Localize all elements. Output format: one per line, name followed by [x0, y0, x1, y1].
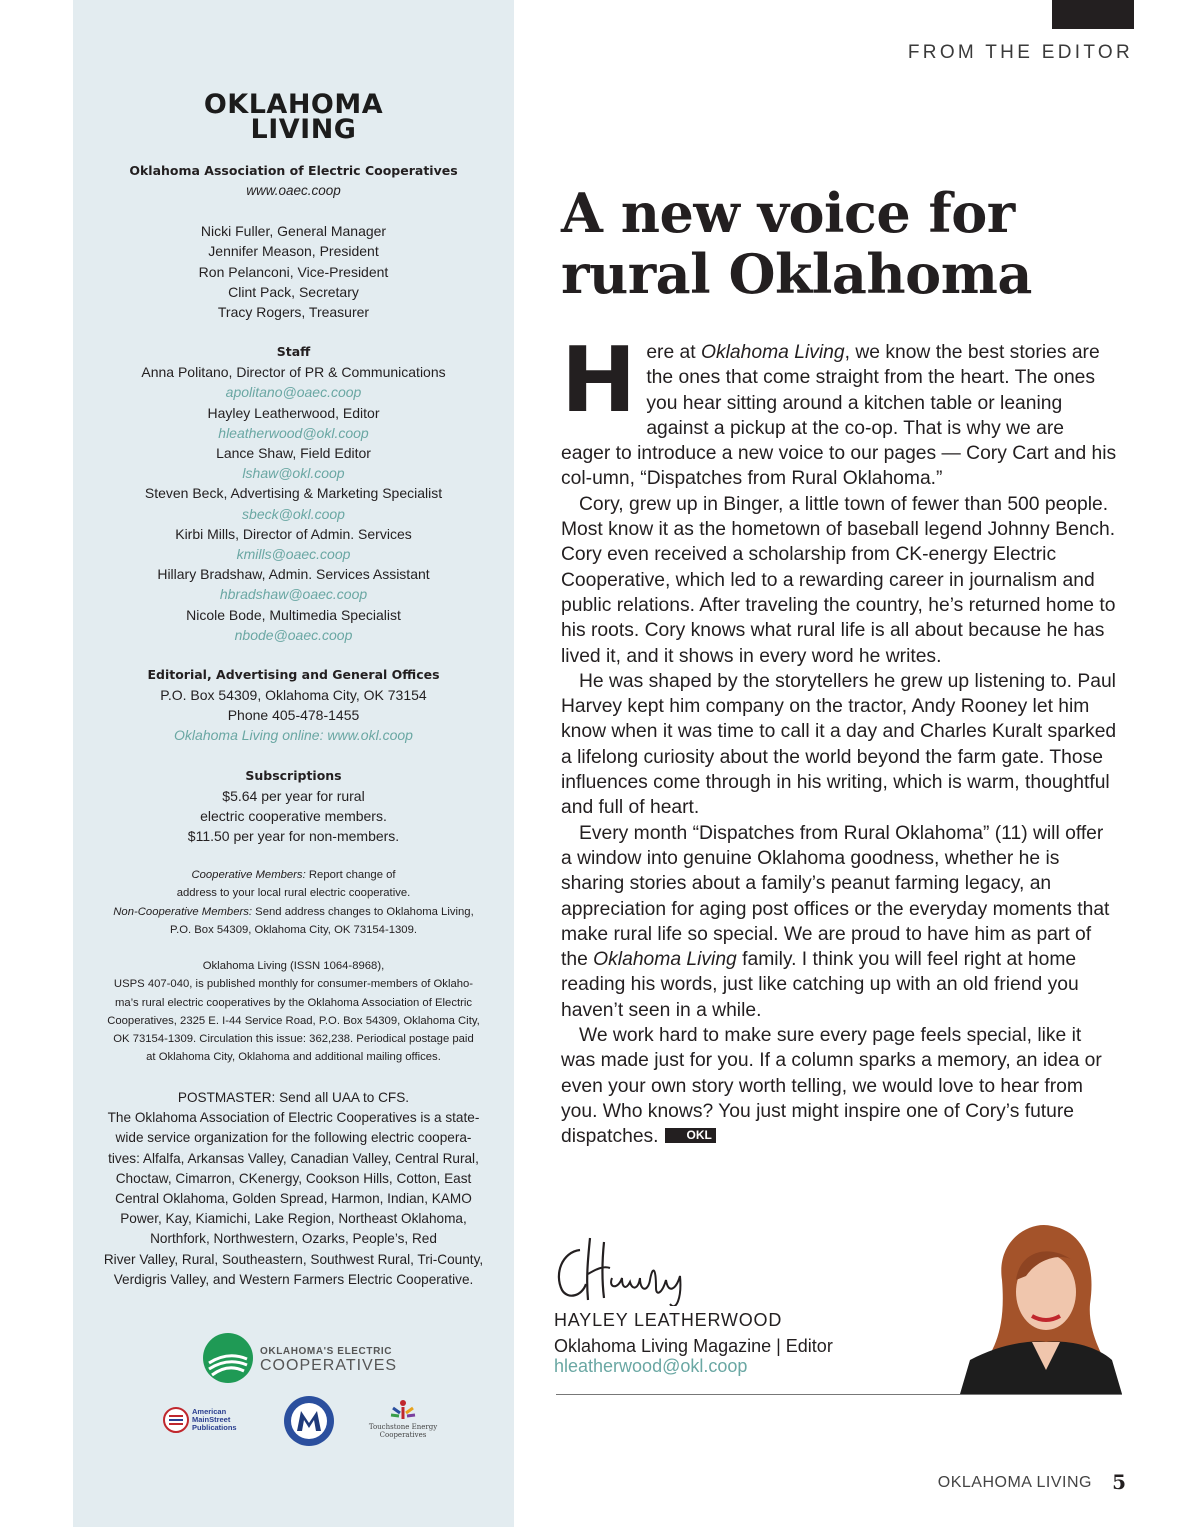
staff-name: Lance Shaw, Field Editor [216, 445, 371, 462]
noncoop-members-text: Send address changes to Oklahoma Living, [255, 905, 474, 918]
postmaster-line: River Valley, Rural, Southeastern, Southwest Rural, Tri-County, [103, 1251, 484, 1267]
noncoop-members-label: Non-Cooperative Members: [113, 905, 253, 918]
media-association-seal-icon [283, 1395, 335, 1447]
affiliation-badges [73, 1395, 514, 1445]
subscriptions-heading: Subscriptions [245, 767, 342, 783]
staff-name: Nicole Bode, Multimedia Specialist [186, 606, 401, 623]
touchstone-figures-icon [383, 1399, 423, 1421]
article-paragraph: Cory, grew up in Binger, a little town of fewer than 500 people. Most know it as the hometown of baseball legend Johnny Bench. Cory even received a scholarship from CK-energy Electric Cooperative, which led to a rewarding career in journalism and public relations. After traveling the country, he’s returned home to his roots. Cory knows what rural life is all about because he has lived it, and it shows in every word he writes. [561, 493, 1116, 667]
officer: Jennifer Meason, President [208, 243, 379, 260]
postmaster-line: Northfork, Northwestern, Ozarks, People’s, Red [150, 1231, 437, 1247]
footer-magazine-name: OKLAHOMA LIVING [937, 1474, 1092, 1491]
paragraph-text: We work hard to make sure every page feels special, like it was made just for you. If a column sparks a memory, an idea or even your own story worth telling, we would love to hear from you. Who knows? You just might inspire one of Cory’s future dispatches. [561, 1025, 1102, 1148]
signature-divider [556, 1394, 1122, 1395]
logo-line-1: OKLAHOMA [203, 89, 384, 120]
touchstone-line: Touchstone Energy [368, 1423, 438, 1431]
ams-line: MainStreet [192, 1415, 231, 1424]
postmaster-line: Verdigris Valley, and Western Farmers Electric Cooperative. [113, 1271, 474, 1287]
touchstone-energy-logo [363, 1399, 443, 1443]
postmaster-line: The Oklahoma Association of Electric Cooperatives is a state- [107, 1110, 480, 1126]
coop-members-text: address to your local rural electric cooperative. [176, 887, 411, 900]
article-body [561, 328, 1117, 1150]
author-name: HAYLEY LEATHERWOOD [554, 1310, 783, 1330]
staff-name: Hayley Leatherwood, Editor [207, 404, 380, 421]
staff-email[interactable]: sbeck@okl.coop [242, 505, 345, 522]
postmaster-line: Central Oklahoma, Golden Spread, Harmon, Indian, KAMO [115, 1191, 472, 1207]
subscription-line: $5.64 per year for rural [222, 787, 365, 804]
coop-members-label: Cooperative Members: [191, 869, 306, 881]
paragraph-text: , we know the best stories are the ones that come straight from the heart. The ones you hear sitting around a kitchen table or leaning against a pickup at the co-op. That is why we are eager to introduce a new voice to our pages — Cory Cart and his col-umn, “Dispatches from Rural Oklahoma.” [561, 342, 1117, 490]
staff-email[interactable]: hbradshaw@oaec.coop [219, 586, 368, 603]
officer: Clint Pack, Secretary [228, 283, 359, 300]
postmaster-notice [87, 1088, 500, 1290]
subscription-line: $11.50 per year for non-members. [187, 828, 400, 845]
offices-address: P.O. Box 54309, Oklahoma City, OK 73154 [160, 687, 427, 704]
oklahoma-living-logo [73, 89, 514, 145]
issn-line: Oklahoma Living (ISSN 1064-8968), [202, 960, 385, 972]
officer: Nicki Fuller, General Manager [200, 223, 387, 240]
author-email-link[interactable]: hleatherwood@okl.coop [554, 1356, 748, 1376]
article-paragraph [561, 328, 1117, 492]
article-headline [561, 183, 1141, 305]
issn-line: at Oklahoma City, Oklahoma and additional mailing offices. [146, 1051, 441, 1064]
article-paragraph [561, 821, 1117, 1023]
touchstone-line: Cooperatives [379, 1431, 427, 1439]
corner-tab-block [1052, 0, 1134, 29]
masthead-org-block [73, 161, 514, 846]
officer: Tracy Rogers, Treasurer [217, 304, 370, 321]
ams-flag-icon [163, 1407, 189, 1433]
noncoop-members-text: P.O. Box 54309, Oklahoma City, OK 73154-1309. [169, 923, 417, 936]
staff-email[interactable]: kmills@oaec.coop [236, 546, 351, 563]
address-change-notice [89, 866, 498, 939]
postmaster-line: wide service organization for the following electric coopera- [115, 1130, 472, 1146]
staff-email[interactable]: apolitano@oaec.coop [225, 384, 362, 401]
ams-line: American [192, 1407, 227, 1416]
coop-logo-line-2: COOPERATIVES [260, 1357, 398, 1374]
publication-notice [89, 957, 498, 1067]
okl-end-mark: OKL [665, 1128, 716, 1143]
staff-name: Hillary Bradshaw, Admin. Services Assistant [157, 566, 430, 583]
article-paragraph [561, 1023, 1117, 1149]
oklahomas-electric-cooperatives-logo [203, 1333, 398, 1385]
postmaster-line: Power, Kay, Kiamichi, Lake Region, Northeast Oklahoma, [120, 1211, 467, 1227]
paragraph-text: ere at [646, 342, 701, 363]
postmaster-line: tives: Alfalfa, Arkansas Valley, Canadian Valley, Central Rural, [108, 1150, 479, 1166]
officer: Ron Pelanconi, Vice-President [198, 263, 389, 280]
offices-online-link[interactable]: Oklahoma Living online: www.okl.coop [174, 727, 413, 744]
staff-name: Anna Politano, Director of PR & Communications [141, 364, 446, 381]
subscription-line: electric cooperative members. [200, 807, 387, 824]
org-url[interactable]: www.oaec.coop [246, 183, 341, 198]
offices-heading: Editorial, Advertising and General Offices [147, 667, 440, 683]
issn-line: USPS 407-040, is published monthly for consumer-members of Oklaho- [113, 978, 474, 991]
ams-line: Publications [192, 1423, 237, 1432]
staff-name: Kirbi Mills, Director of Admin. Services [175, 525, 412, 542]
editor-signature [552, 1228, 712, 1306]
headline-line: A new voice for [561, 181, 1015, 245]
section-label: FROM THE EDITOR [907, 42, 1133, 63]
editor-portrait-photo [960, 1220, 1122, 1394]
postmaster-line: Choctaw, Cimarron, CKenergy, Cookson Hills, Cotton, East [115, 1170, 472, 1186]
article-paragraph: He was shaped by the storytellers he grew up listening to. Paul Harvey kept him company on the tractor, Andy Rooney let him know when it was time to call it a day and Charles Kuralt sparked a lifelong curiosity about the world beyond the farm gate. Those influences come through in his writing, which is warm, thoughtful and full of heart. [561, 670, 1117, 819]
magazine-title-italic: Oklahoma Living [593, 949, 737, 971]
author-title: Oklahoma Living Magazine | Editor [554, 1336, 833, 1356]
issn-line: OK 73154-1309. Circulation this issue: 362,238. Periodical postage paid [113, 1033, 474, 1046]
american-mainstreet-publications-logo [163, 1407, 243, 1437]
staff-heading: Staff [276, 344, 311, 360]
paragraph-text: Every month “Dispatches from Rural Oklahoma” (11) will offer a window into genuine Oklahoma goodness, whether he is sharing stories about a family’s peanut farming legacy, an appreciation for aging post offices or the everyday moments that make rural life so special. We are proud to have him as part of the [561, 822, 1110, 971]
staff-name: Steven Beck, Advertising & Marketing Specialist [144, 485, 443, 502]
staff-email[interactable]: nbode@oaec.coop [234, 626, 353, 643]
staff-list [73, 362, 514, 645]
issn-line: ma’s rural electric cooperatives by the Oklahoma Association of Electric [114, 996, 473, 1009]
masthead-sidebar [73, 0, 514, 1527]
offices-phone: Phone 405-478-1455 [227, 707, 360, 724]
coop-globe-icon [203, 1333, 253, 1383]
issn-line: Cooperatives, 2325 E. I-44 Service Road, P.O. Box 54309, Oklahoma City, [107, 1014, 480, 1027]
drop-cap: H [561, 328, 637, 433]
staff-email[interactable]: lshaw@okl.coop [242, 465, 345, 482]
officers-list [73, 221, 514, 322]
staff-email[interactable]: hleatherwood@okl.coop [218, 424, 369, 441]
postmaster-line: POSTMASTER: Send all UAA to CFS. [177, 1090, 410, 1105]
paragraph-text: family. I think you will feel right at home reading his words, just like catching up with an old friend you haven’t seen in a while. [561, 949, 1079, 1021]
headline-line: rural Oklahoma [561, 242, 1032, 306]
magazine-title-italic: Oklahoma Living [701, 342, 845, 363]
coop-members-text: Report change of [308, 869, 396, 881]
coop-logo-line-1: OKLAHOMA'S ELECTRIC [260, 1346, 393, 1357]
logo-line-2: LIVING [250, 114, 357, 145]
org-name: Oklahoma Association of Electric Cooperatives [129, 163, 458, 178]
page-number: 5 [1112, 1470, 1126, 1494]
